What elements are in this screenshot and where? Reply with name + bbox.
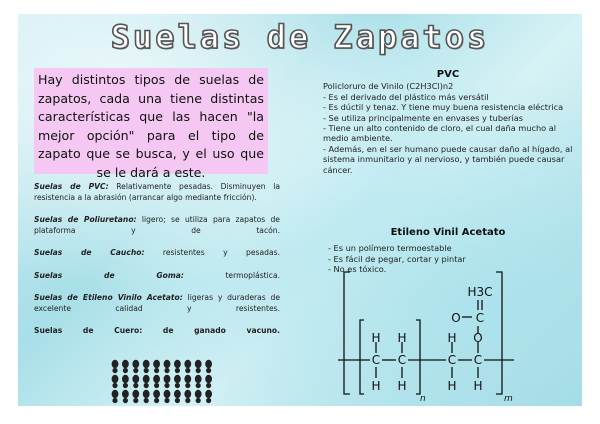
shoe-heel-icon	[144, 368, 149, 373]
shoe-sole-icon	[195, 390, 202, 398]
atom-h: H	[473, 379, 483, 393]
sole-caucho	[34, 248, 280, 259]
shoe-heel-icon	[164, 398, 169, 403]
shoe-heel-icon	[175, 368, 180, 373]
shoe-heel-icon	[175, 383, 180, 388]
shoe-heel-icon	[123, 398, 128, 403]
sole-name: Suelas de Etileno Vinilo Acetato:	[34, 293, 183, 302]
bracket-n-right	[416, 320, 420, 394]
shoe-sole-icon	[112, 375, 119, 383]
sole-desc: de ganado vacuno.	[142, 326, 280, 335]
shoe-prints-image	[110, 358, 216, 404]
bracket-m-left	[344, 272, 350, 394]
sole-pvc	[34, 182, 280, 203]
shoe-sole-icon	[174, 390, 181, 398]
shoe-sole-icon	[205, 390, 212, 398]
shoe-heel-icon	[144, 383, 149, 388]
atom-c: C	[473, 353, 483, 367]
shoe-heel-icon	[133, 383, 138, 388]
shoe-heel-icon	[112, 398, 117, 403]
shoe-heel-icon	[144, 398, 149, 403]
pvc-section	[323, 70, 573, 175]
shoe-sole-icon	[205, 360, 212, 368]
atom-c: C	[371, 353, 381, 367]
sole-poliuretano	[34, 215, 280, 236]
pvc-title: PVC	[436, 69, 460, 80]
sole-eva	[34, 293, 280, 314]
shoe-heel-icon	[175, 398, 180, 403]
intro-box: Hay distintos tipos de suelas de zapatos, cada una tiene distintas características que las hacen "la mejor opción" para el tipo de zapato que se busca, y el uso que se le dará a este.	[34, 68, 268, 174]
sole-desc: Relativamente pesadas. Disminuyen la resistencia a la abrasión (arrancar algo mediante fricción).	[34, 182, 280, 202]
shoe-sole-icon	[122, 375, 129, 383]
shoe-heel-icon	[164, 383, 169, 388]
atom-h: H	[397, 331, 407, 345]
shoe-heel-icon	[133, 368, 138, 373]
atom-h: H	[397, 379, 407, 393]
sole-types-list	[34, 182, 280, 349]
bracket-n-left	[360, 320, 364, 394]
atom-h: H	[447, 379, 457, 393]
pvc-line: - Tiene un alto contenido de cloro, el cual daña mucho al medio ambiente.	[323, 123, 557, 144]
shoe-sole-icon	[132, 375, 139, 383]
shoe-sole-icons	[112, 360, 212, 403]
bracket-m-right	[496, 272, 502, 394]
shoe-sole-icon	[153, 390, 160, 398]
pvc-line: - Es dúctil y tenaz. Y tiene muy buena resistencia eléctrica	[323, 102, 564, 113]
sole-name: Suelas de Caucho:	[34, 248, 145, 257]
pvc-line: Policloruro de Vinilo (C2H3Cl)n2	[323, 81, 454, 92]
atom-c: C	[475, 311, 485, 325]
eva-title: Etileno Vinil Acetato	[390, 227, 506, 238]
shoe-heel-icon	[112, 383, 117, 388]
shoe-sole-icon	[195, 360, 202, 368]
shoe-heel-icon	[164, 368, 169, 373]
eva-structure-diagram	[336, 270, 536, 404]
sole-desc: termoplástica.	[183, 270, 281, 280]
sole-goma	[34, 271, 280, 282]
pvc-line: - Además, en el ser humano puede causar daño al hígado, al sistema inmunitario y al nervioso, y también puede causar cáncer.	[323, 143, 573, 175]
shoe-sole-icon	[164, 390, 171, 398]
shoe-sole-icon	[164, 360, 171, 368]
shoe-sole-icon	[184, 360, 191, 368]
sole-desc: ligeras y duraderas de excelente calidad y resistentes.	[34, 293, 280, 313]
atom-c: C	[397, 353, 407, 367]
shoe-sole-icon	[153, 375, 160, 383]
shoe-heel-icon	[196, 398, 201, 403]
pvc-line: - Es el derivado del plástico más versátil	[323, 91, 489, 102]
shoe-heel-icon	[206, 383, 211, 388]
eva-item: - Es un polímero termoestable	[328, 243, 452, 253]
page-title: Suelas de Zapatos	[110, 18, 490, 56]
shoe-sole-icon	[132, 360, 139, 368]
eva-item: - No es tóxico.	[328, 264, 387, 275]
shoe-heel-icon	[185, 368, 190, 373]
poster	[18, 14, 582, 406]
shoe-sole-icon	[143, 360, 150, 368]
sole-cuero	[34, 326, 280, 337]
shoe-heel-icon	[123, 368, 128, 373]
shoe-sole-icon	[184, 390, 191, 398]
shoe-heel-icon	[185, 383, 190, 388]
shoe-sole-icon	[195, 375, 202, 383]
shoe-heel-icon	[154, 398, 159, 403]
eva-item: - Es fácil de pegar, cortar y pintar	[328, 253, 466, 264]
atom-o: O	[473, 331, 483, 345]
shoe-sole-icon	[112, 360, 119, 368]
shoe-sole-icon	[174, 375, 181, 383]
sole-name: Suelas de Poliuretano:	[34, 215, 137, 224]
shoe-sole-icon	[112, 390, 119, 398]
sole-name: Suelas de PVC:	[34, 182, 109, 191]
subscript-n: n	[420, 394, 426, 404]
shoe-heel-icon	[196, 368, 201, 373]
shoe-heel-icon	[206, 368, 211, 373]
shoe-heel-icon	[196, 383, 201, 388]
shoe-heel-icon	[206, 398, 211, 403]
subscript-m: m	[504, 394, 513, 404]
shoe-sole-icon	[122, 390, 129, 398]
sole-name: Suelas de Goma:	[34, 270, 184, 280]
shoe-heel-icon	[112, 368, 117, 373]
sole-name: Suelas de Cuero:	[34, 326, 143, 335]
shoe-sole-icon	[174, 360, 181, 368]
atom-o: O	[451, 311, 461, 325]
atom-c: C	[447, 353, 457, 367]
shoe-sole-icon	[164, 375, 171, 383]
shoe-heel-icon	[185, 398, 190, 403]
shoe-sole-icon	[143, 375, 150, 383]
pvc-lines	[323, 81, 573, 175]
methyl-group: H3C	[467, 285, 493, 299]
shoe-heel-icon	[154, 383, 159, 388]
atom-h: H	[447, 331, 457, 345]
shoe-sole-icon	[153, 360, 160, 368]
pvc-line: - Se utiliza principalmente en envases y tuberías	[323, 112, 523, 123]
shoe-sole-icon	[122, 360, 129, 368]
sole-desc: resistentes y pesadas.	[144, 248, 280, 257]
shoe-heel-icon	[154, 368, 159, 373]
shoe-sole-icon	[143, 390, 150, 398]
shoe-heel-icon	[123, 383, 128, 388]
atom-h: H	[371, 331, 381, 345]
sole-desc: ligero; se utiliza para zapatos de plataforma y de tacón.	[34, 215, 280, 235]
atoms	[371, 285, 492, 393]
shoe-sole-icon	[132, 390, 139, 398]
shoe-heel-icon	[133, 398, 138, 403]
atom-h: H	[371, 379, 381, 393]
shoe-sole-icon	[184, 375, 191, 383]
shoe-sole-icon	[205, 375, 212, 383]
